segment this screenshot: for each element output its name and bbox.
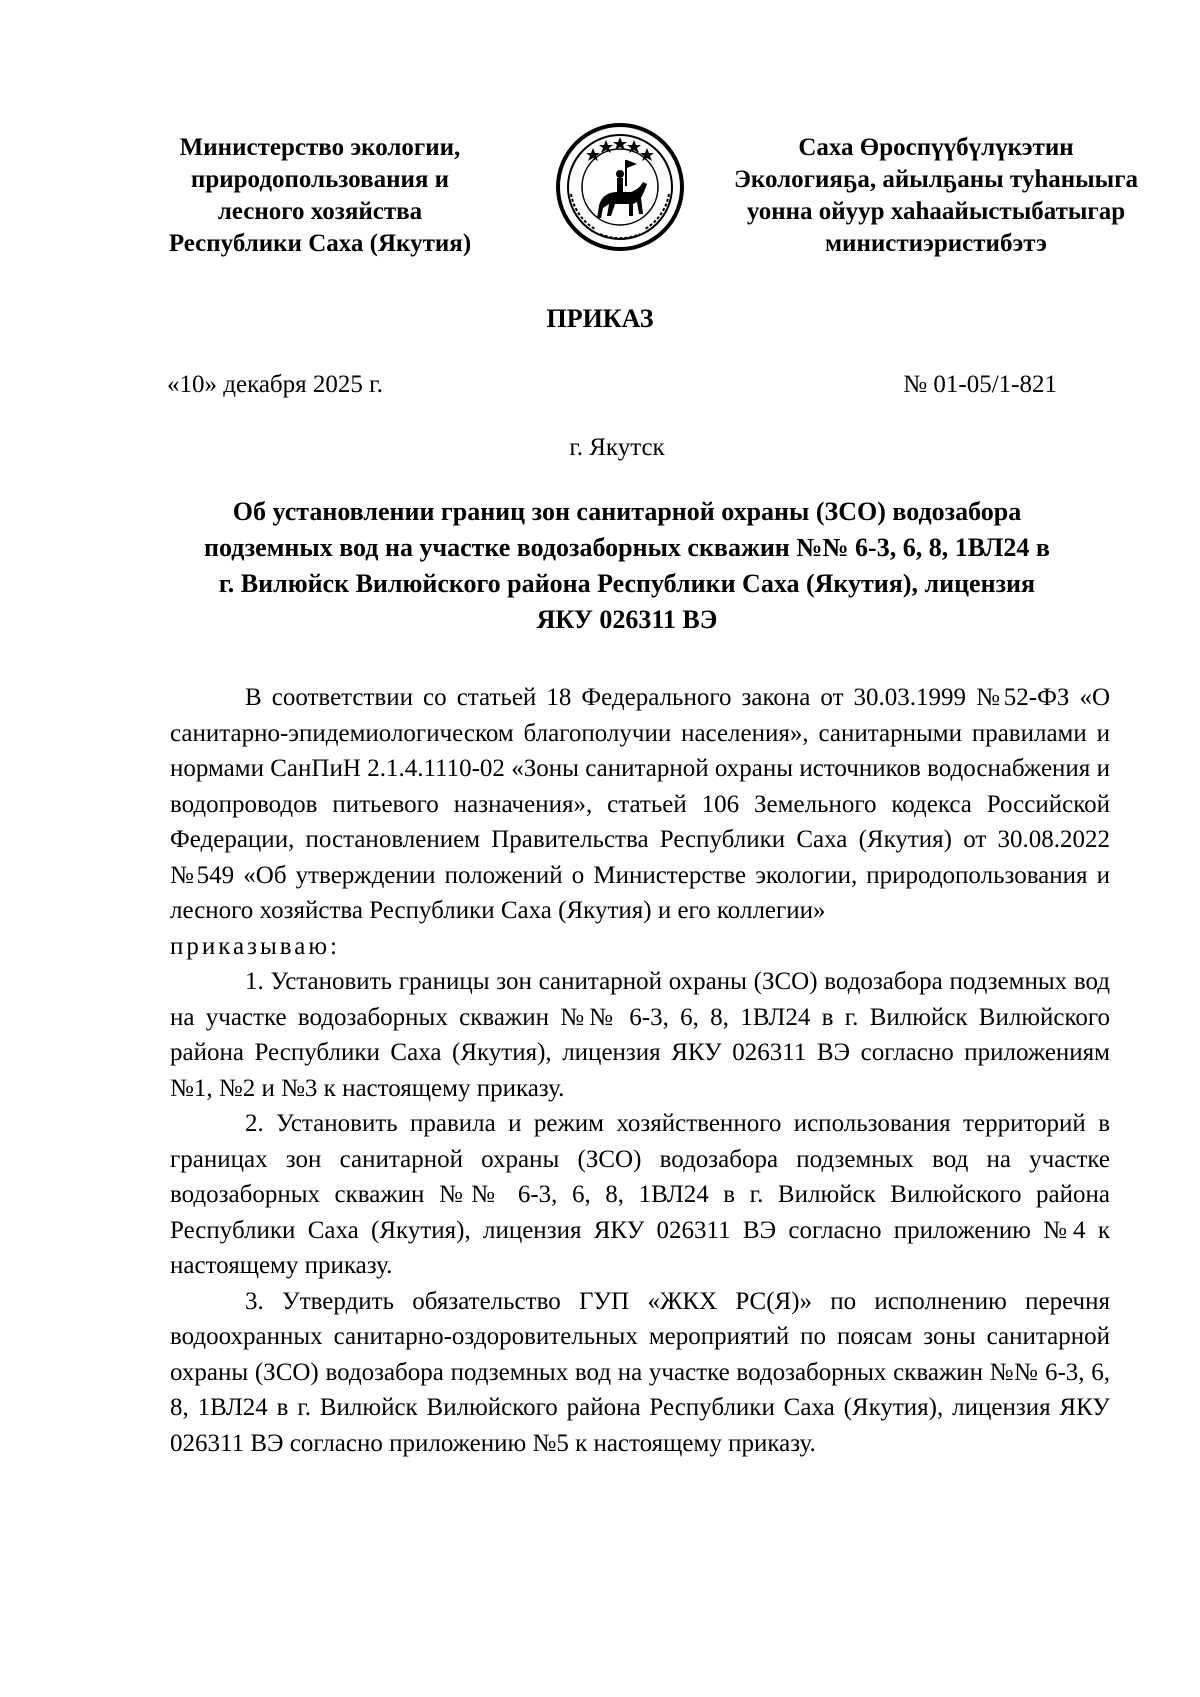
order-word: приказываю: [170, 932, 340, 960]
ministry-name-line: Саха Өроспүүбүлүкэтин [798, 134, 1074, 161]
order-subject-line: подземных вод на участке водозаборных скважин №№ 6-3, 6, 8, 1ВЛ24 в [204, 533, 1050, 562]
order-subject-line: ЯКУ 026311 ВЭ [536, 605, 718, 634]
order-city: г. Якутск [569, 434, 665, 461]
ministry-name-line: природопользования и [190, 166, 450, 193]
ministry-name-line: Экологияҕа, айылҕаны туһаныыга [733, 166, 1139, 193]
order-title: ПРИКАЗ [546, 304, 654, 333]
sakha-republic-emblem-icon [555, 122, 685, 252]
order-item: 1. Установить границы зон санитарной охраны (ЗСО) водозабора подземных вод на участке водозаборных скважин №№ 6-3, 6, 8, 1ВЛ24 в г. Вилюйск Вилюйского района Республики Саха (Якутия), лицензия ЯКУ 026311 ВЭ согласно приложениям №1, №2 и №3 к настоящему приказу. [170, 968, 1110, 1102]
ministry-name-line: министиэристибэтэ [825, 230, 1047, 257]
order-date: «10» декабря 2025 г. [167, 371, 383, 398]
order-subject-line: г. Вилюйск Вилюйского района Республики Саха (Якутия), лицензия [218, 569, 1036, 598]
order-subject-line: Об установлении границ зон санитарной охраны (ЗСО) водозабора [232, 497, 1022, 526]
order-item: 3. Утвердить обязательство ГУП «ЖКХ РС(Я)» по исполнению перечня водоохранных санитарно-оздоровительных мероприятий по поясам зоны санитарной охраны (ЗСО) водозабора подземных вод на участке водозаборных скважин №№ 6-3, 6, 8, 1ВЛ24 в г. Вилюйск Вилюйского района Республики Саха (Якутия), лицензия ЯКУ 026311 ВЭ согласно приложению №5 к настоящему приказу. [170, 1287, 1110, 1457]
ministry-name-line: Министерство экологии, [179, 134, 461, 161]
ministry-name-yakut [716, 132, 1156, 260]
order-item: 2. Установить правила и режим хозяйственного использования территорий в границах зон санитарной охраны (ЗСО) водозабора подземных вод на участке водозаборных скважин №№ 6-3, 6, 8, 1ВЛ24 в г. Вилюйск Вилюйского района Республики Саха (Якутия), лицензия ЯКУ 026311 ВЭ согласно приложению №4 к настоящему приказу. [170, 1110, 1110, 1279]
order-number: № 01-05/1-821 [903, 371, 1057, 398]
ministry-name-line: лесного хозяйства [217, 198, 423, 225]
preamble-paragraph: В соответствии со статьей 18 Федерального закона от 30.03.1999 №52-ФЗ «О санитарно-эпидемиологическом благополучии населения», санитарными правилами и нормами СанПиН 2.1.4.1110-02 «Зоны санитарной охраны источников водоснабжения и водопроводов питьевого назначения», статьей 106 Земельного кодекса Российской Федерации, постановлением Правительства Республики Саха (Якутия) от 30.08.2022 №549 «Об утверждении положений о Министерстве экологии, природопользования и лесного хозяйства Республики Саха (Якутия) и его коллегии» [170, 684, 1110, 924]
order-body [170, 680, 1110, 1461]
ministry-name-line: уонна ойуур хаһаайыстыбатыгар [746, 198, 1126, 225]
order-subject [160, 494, 1094, 638]
ministry-name-russian [150, 132, 490, 260]
ministry-name-line: Республики Саха (Якутия) [168, 230, 472, 257]
